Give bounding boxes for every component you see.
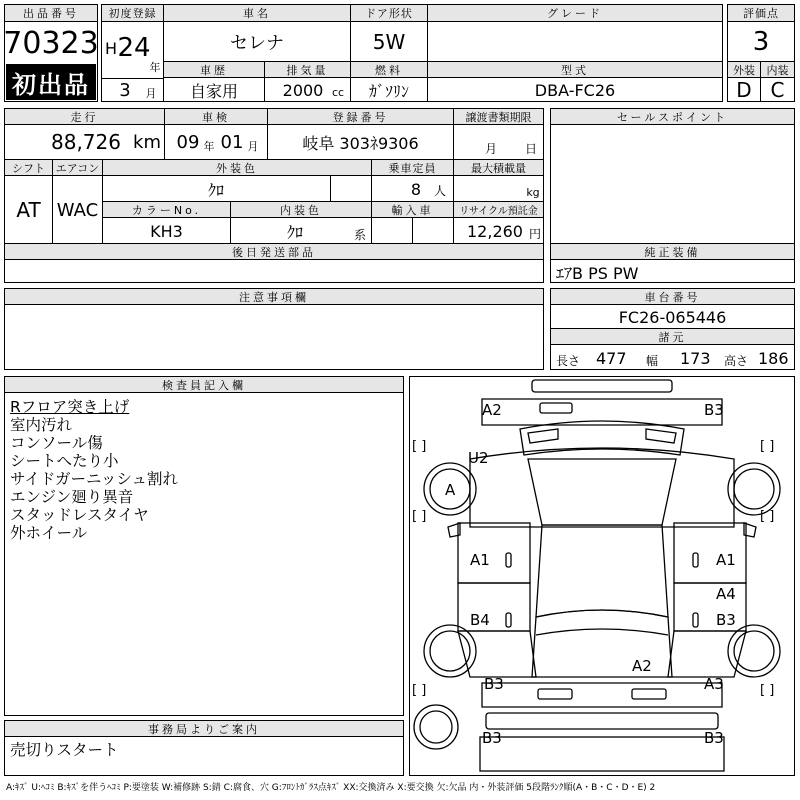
inspector-note: Rフロア突き上げ: [10, 398, 130, 416]
displacement-unit: cc: [331, 85, 345, 99]
damage-mark: A2: [482, 401, 502, 419]
damage-mark: [ ]: [760, 683, 775, 698]
transfer-label: 譲渡書類期限: [453, 108, 544, 125]
damage-mark: B3: [484, 675, 504, 693]
damage-mark: A: [445, 481, 456, 499]
score-label: 評価点: [727, 4, 795, 22]
month-num: 3: [119, 79, 131, 101]
ac-label: エアコン: [52, 159, 103, 176]
displacement-label: 排気量: [264, 61, 351, 78]
capacity-value: 8: [410, 179, 422, 199]
damage-mark: B3: [716, 611, 736, 629]
inspector-note: 室内汚れ: [10, 416, 73, 434]
inspection-label: 車検: [164, 108, 268, 125]
shift-value: AT: [16, 198, 41, 222]
inspector-note: スタッドレスタイヤ: [10, 506, 149, 524]
inspector-note: シートへたり小: [10, 452, 119, 470]
lot-number: 70323: [3, 25, 99, 61]
door-value: 5W: [372, 30, 406, 54]
dims-label: 諸元: [550, 328, 795, 345]
load-unit: kg: [526, 185, 540, 199]
load-label: 最大積載量: [453, 159, 544, 176]
damage-mark: A3: [704, 675, 724, 693]
import-label: 輸入車: [371, 201, 454, 218]
damage-mark: B3: [704, 729, 724, 747]
history-label: 車歴: [163, 61, 265, 78]
equipment-value: ｴｱB PS PW: [556, 264, 639, 283]
length-value: 477: [596, 349, 627, 368]
year-num: 24: [117, 33, 151, 63]
exterior-label: 外装: [727, 61, 761, 78]
caution-label: 注意事項欄: [4, 288, 544, 305]
model-value: DBA-FC26: [534, 80, 616, 100]
interior-label: 内装: [760, 61, 795, 78]
transfer-day-unit: 日: [524, 141, 537, 156]
ac-value: WAC: [56, 199, 99, 221]
damage-mark: [ ]: [412, 439, 427, 454]
name-label: 車名: [163, 4, 351, 22]
model-label: 型式: [427, 61, 723, 78]
int-color-label: 内装色: [230, 201, 372, 218]
fuel-label: 燃料: [350, 61, 428, 78]
car-name: セレナ: [230, 33, 284, 54]
damage-mark: B3: [704, 401, 724, 419]
inspection-month-unit: 月: [247, 140, 259, 153]
width-value: 173: [680, 349, 711, 368]
recycle-label: リサイクル預託金: [453, 201, 544, 218]
sales-point-box: [550, 108, 795, 244]
damage-mark: [ ]: [760, 439, 775, 454]
sales-point-label: セールスポイント: [550, 108, 795, 125]
damage-mark: [ ]: [412, 509, 427, 524]
chassis-label: 車台番号: [550, 288, 795, 305]
damage-mark: A1: [716, 551, 736, 569]
interior-grade: C: [770, 77, 785, 102]
office-label: 事務局よりご案内: [4, 720, 404, 737]
parts-label: 後日発送部品: [4, 243, 544, 260]
door-label: ドア形状: [350, 4, 428, 22]
shift-label: シフト: [4, 159, 53, 176]
first-listing-badge: 初出品: [6, 64, 96, 100]
inspection-year: 09: [176, 131, 200, 153]
inspector-label: 検査員記入欄: [4, 376, 404, 393]
recycle-value: 12,260: [467, 221, 523, 241]
inspector-note: サイドガーニッシュ割れ: [10, 470, 179, 488]
inspector-note: コンソール傷: [10, 434, 103, 452]
damage-mark: A4: [716, 585, 736, 603]
capacity-label: 乗車定員: [371, 159, 454, 176]
era: H: [104, 38, 118, 58]
color-no-value: KH3: [150, 221, 183, 241]
grade-value: [427, 22, 723, 62]
damage-mark: A2: [632, 657, 652, 675]
int-color-unit: 系: [353, 227, 366, 242]
displacement-value: 2000: [282, 80, 324, 100]
damage-mark: [ ]: [760, 509, 775, 524]
dims-row: [550, 345, 795, 370]
damage-mark: U2: [468, 449, 489, 467]
first-reg-label: 初度登録: [101, 4, 164, 22]
length-label: 長さ: [556, 354, 581, 368]
history-value: 自家用: [189, 81, 238, 101]
legend: A:ｷｽﾞ U:ﾍｺﾐ B:ｷｽﾞを伴うﾍｺﾐ P:要塗装 W:補修跡 S:錆 C:腐食、穴 G:ﾌﾛﾝﾄｶﾞﾗｽ点ｷｽﾞ XX:交換済み X:要交換 欠:欠品 内・外装評価 5段階ﾗﾝｸ順(A・B・C・D・E) 2: [6, 783, 656, 793]
inspector-note: 外ホイール: [10, 524, 88, 542]
month-unit: 月: [145, 87, 157, 100]
int-color-value: ｸﾛ: [286, 222, 303, 242]
chassis-value: FC26-065446: [618, 307, 727, 327]
score-value: 3: [752, 27, 770, 57]
mileage-unit: km: [133, 131, 161, 153]
grade-label: グレード: [427, 4, 723, 22]
ext-color-value: ｸﾛ: [207, 180, 224, 200]
inspector-note: エンジン廻り異音: [10, 488, 134, 506]
car-outline: [410, 377, 794, 775]
height-label: 高さ: [724, 354, 749, 368]
mileage-value: 88,726: [51, 130, 121, 154]
ext-color-label: 外装色: [102, 159, 372, 176]
car-diagram: [409, 376, 795, 776]
damage-mark: [ ]: [412, 683, 427, 698]
recycle-unit: 円: [528, 226, 541, 241]
year-unit: 年: [149, 61, 161, 74]
office-note: 売切りスタート: [10, 741, 119, 759]
damage-mark: B4: [470, 611, 490, 629]
lot-label: 出品番号: [4, 4, 98, 22]
exterior-grade: D: [736, 77, 752, 102]
plate-label: 登録番号: [267, 108, 454, 125]
damage-mark: B3: [482, 729, 502, 747]
equipment-label: 純正装備: [550, 243, 795, 260]
capacity-unit: 人: [433, 183, 446, 198]
width-label: 幅: [646, 354, 659, 368]
damage-mark: A1: [470, 551, 490, 569]
height-value: 186: [758, 349, 789, 368]
plate-value: 岐阜 303ﾈ9306: [302, 133, 419, 153]
fuel-value: ｶﾞｿﾘﾝ: [368, 81, 409, 101]
inspection-month: 01: [220, 131, 244, 153]
color-no-label: カラーNo.: [102, 201, 231, 218]
inspection-year-unit: 年: [203, 140, 215, 153]
mileage-label: 走行: [4, 108, 165, 125]
transfer-month-unit: 月: [484, 141, 497, 156]
